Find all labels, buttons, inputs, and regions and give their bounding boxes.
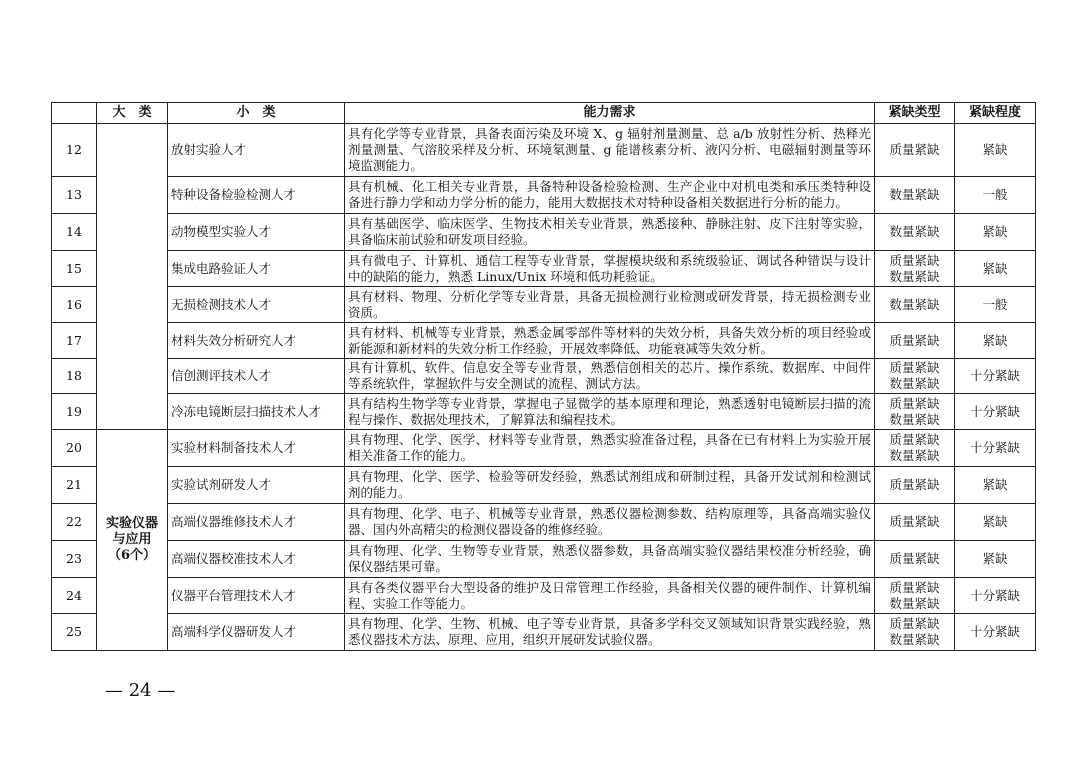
shortage-type-cell: 数量紧缺 bbox=[875, 214, 955, 251]
shortage-type-cell: 数量紧缺 bbox=[875, 287, 955, 323]
table-row bbox=[52, 177, 1036, 214]
capability-cell: 具有微电子、计算机、通信工程等专业背景，掌握模块级和系统级验证、调试各种错误与设计中的缺陷的能力，熟悉 Linux/Unix 环境和低功耗验证。 bbox=[345, 251, 875, 287]
table-row bbox=[52, 614, 1036, 651]
row-number: 13 bbox=[52, 177, 97, 214]
shortage-type-cell: 质量紧缺 数量紧缺 bbox=[875, 359, 955, 394]
subcategory-cell: 实验试剂研发人才 bbox=[168, 467, 345, 504]
header-category: 大 类 bbox=[97, 103, 168, 124]
capability-cell: 具有物理、化学、医学、检验等研发经验，熟悉试剂组成和研制过程，具备开发试剂和检测试剂的能力。 bbox=[345, 467, 875, 504]
table-row bbox=[52, 124, 1036, 177]
table-row bbox=[52, 430, 1036, 467]
shortage-type-cell: 质量紧缺 bbox=[875, 323, 955, 359]
row-number: 24 bbox=[52, 578, 97, 614]
shortage-type-cell: 质量紧缺 bbox=[875, 467, 955, 504]
capability-cell: 具有物理、化学、电子、机械等专业背景，熟悉仪器检测参数、结构原理等，具备高端实验仪器、国内外高精尖的检测仪器设备的维修经验。 bbox=[345, 504, 875, 541]
table-row bbox=[52, 394, 1036, 430]
row-number: 16 bbox=[52, 287, 97, 323]
table-row bbox=[52, 251, 1036, 287]
category-line: 实验仪器 bbox=[105, 516, 158, 531]
row-number: 20 bbox=[52, 430, 97, 467]
subcategory-cell: 材料失效分析研究人才 bbox=[168, 323, 345, 359]
header-row bbox=[52, 103, 1036, 124]
header-no bbox=[52, 103, 97, 124]
shortage-level-cell: 紧缺 bbox=[955, 323, 1036, 359]
table-row bbox=[52, 541, 1036, 578]
subcategory-cell: 放射实验人才 bbox=[168, 124, 345, 177]
shortage-level-cell: 紧缺 bbox=[955, 541, 1036, 578]
shortage-level-cell: 紧缺 bbox=[955, 251, 1036, 287]
capability-cell: 具有结构生物学等专业背景，掌握电子显微学的基本原理和理论，熟悉透射电镜断层扫描的流程与操作、数据处理技术，了解算法和编程技术。 bbox=[345, 394, 875, 430]
shortage-level-cell: 一般 bbox=[955, 287, 1036, 323]
row-number: 25 bbox=[52, 614, 97, 651]
shortage-level-cell: 一般 bbox=[955, 177, 1036, 214]
category-empty-cell bbox=[97, 124, 168, 430]
shortage-level-cell: 十分紧缺 bbox=[955, 359, 1036, 394]
shortage-level-cell: 紧缺 bbox=[955, 504, 1036, 541]
subcategory-cell: 信创测评技术人才 bbox=[168, 359, 345, 394]
subcategory-cell: 集成电路验证人才 bbox=[168, 251, 345, 287]
header-shortage-level: 紧缺程度 bbox=[955, 103, 1036, 124]
capability-cell: 具有物理、化学、医学、材料等专业背景，熟悉实验准备过程，具备在已有材料上为实验开展相关准备工作的能力。 bbox=[345, 430, 875, 467]
shortage-type-cell: 质量紧缺 bbox=[875, 504, 955, 541]
subcategory-cell: 动物模型实验人才 bbox=[168, 214, 345, 251]
category-cell bbox=[97, 430, 168, 651]
shortage-level-cell: 紧缺 bbox=[955, 467, 1036, 504]
subcategory-cell: 冷冻电镜断层扫描技术人才 bbox=[168, 394, 345, 430]
page-number: — 24 — bbox=[105, 680, 176, 701]
subcategory-cell: 特种设备检验检测人才 bbox=[168, 177, 345, 214]
table-row bbox=[52, 287, 1036, 323]
capability-cell: 具有化学等专业背景，具备表面污染及环境 X、g 辐射剂量测量、总 a/b 放射性分析、热释光剂量测量、气溶胶采样及分析、环境氡测量、g 能谱核素分析、液闪分析、电磁辐射测量等环境监测能力。 bbox=[345, 124, 875, 177]
subcategory-cell: 高端仪器维修技术人才 bbox=[168, 504, 345, 541]
shortage-type-cell: 质量紧缺 数量紧缺 bbox=[875, 614, 955, 651]
talent-table bbox=[51, 102, 1036, 651]
subcategory-cell: 仪器平台管理技术人才 bbox=[168, 578, 345, 614]
subcategory-cell: 高端仪器校准技术人才 bbox=[168, 541, 345, 578]
row-number: 21 bbox=[52, 467, 97, 504]
row-number: 14 bbox=[52, 214, 97, 251]
capability-cell: 具有物理、化学、生物、机械、电子等专业背景，具备多学科交叉领域知识背景实践经验，熟悉仪器技术方法、原理、应用，组织开展研发试验仪器。 bbox=[345, 614, 875, 651]
header-shortage-type: 紧缺类型 bbox=[875, 103, 955, 124]
header-subcategory: 小 类 bbox=[168, 103, 345, 124]
shortage-level-cell: 十分紧缺 bbox=[955, 430, 1036, 467]
row-number: 12 bbox=[52, 124, 97, 177]
shortage-type-cell: 质量紧缺 数量紧缺 bbox=[875, 251, 955, 287]
shortage-type-cell: 数量紧缺 bbox=[875, 177, 955, 214]
shortage-type-cell: 质量紧缺 数量紧缺 bbox=[875, 430, 955, 467]
table-row bbox=[52, 323, 1036, 359]
shortage-level-cell: 十分紧缺 bbox=[955, 614, 1036, 651]
row-number: 18 bbox=[52, 359, 97, 394]
capability-cell: 具有计算机、软件、信息安全等专业背景，熟悉信创相关的芯片、操作系统、数据库、中间件等系统软件，掌握软件与安全测试的流程、测试方法。 bbox=[345, 359, 875, 394]
shortage-type-cell: 质量紧缺 数量紧缺 bbox=[875, 394, 955, 430]
capability-cell: 具有机械、化工相关专业背景，具备特种设备检验检测、生产企业中对机电类和承压类特种设备进行静力学和动力学分析的能力，能用大数据技术对特种设备相关数据进行分析的能力。 bbox=[345, 177, 875, 214]
shortage-level-cell: 紧缺 bbox=[955, 124, 1036, 177]
subcategory-cell: 高端科学仪器研发人才 bbox=[168, 614, 345, 651]
shortage-type-cell: 质量紧缺 数量紧缺 bbox=[875, 578, 955, 614]
capability-cell: 具有材料、机械等专业背景，熟悉金属零部件等材料的失效分析，具备失效分析的项目经验或新能源和新材料的失效分析工作经验，开展效率降低、功能衰减等失效分析。 bbox=[345, 323, 875, 359]
shortage-type-cell: 质量紧缺 bbox=[875, 541, 955, 578]
category-line: 与应用 bbox=[112, 532, 152, 547]
subcategory-cell: 无损检测技术人才 bbox=[168, 287, 345, 323]
capability-cell: 具有材料、物理、分析化学等专业背景，具备无损检测行业检测或研发背景，持无损检测专业资质。 bbox=[345, 287, 875, 323]
category-line: （6个） bbox=[107, 548, 157, 563]
capability-cell: 具有各类仪器平台大型设备的维护及日常管理工作经验，具备相关仪器的硬件制作、计算机编程、实验工作等能力。 bbox=[345, 578, 875, 614]
row-number: 23 bbox=[52, 541, 97, 578]
shortage-level-cell: 紧缺 bbox=[955, 214, 1036, 251]
row-number: 17 bbox=[52, 323, 97, 359]
table-row bbox=[52, 578, 1036, 614]
capability-cell: 具有物理、化学、生物等专业背景，熟悉仪器参数，具备高端实验仪器结果校准分析经验，确保仪器结果可靠。 bbox=[345, 541, 875, 578]
table-row bbox=[52, 359, 1036, 394]
subcategory-cell: 实验材料制备技术人才 bbox=[168, 430, 345, 467]
table-row bbox=[52, 467, 1036, 504]
row-number: 22 bbox=[52, 504, 97, 541]
header-capability: 能力需求 bbox=[345, 103, 875, 124]
shortage-type-cell: 质量紧缺 bbox=[875, 124, 955, 177]
row-number: 15 bbox=[52, 251, 97, 287]
table-row bbox=[52, 504, 1036, 541]
row-number: 19 bbox=[52, 394, 97, 430]
capability-cell: 具有基础医学、临床医学、生物技术相关专业背景，熟悉接种、静脉注射、皮下注射等实验，具备临床前试验和研发项目经验。 bbox=[345, 214, 875, 251]
shortage-level-cell: 十分紧缺 bbox=[955, 394, 1036, 430]
shortage-level-cell: 十分紧缺 bbox=[955, 578, 1036, 614]
table-row bbox=[52, 214, 1036, 251]
